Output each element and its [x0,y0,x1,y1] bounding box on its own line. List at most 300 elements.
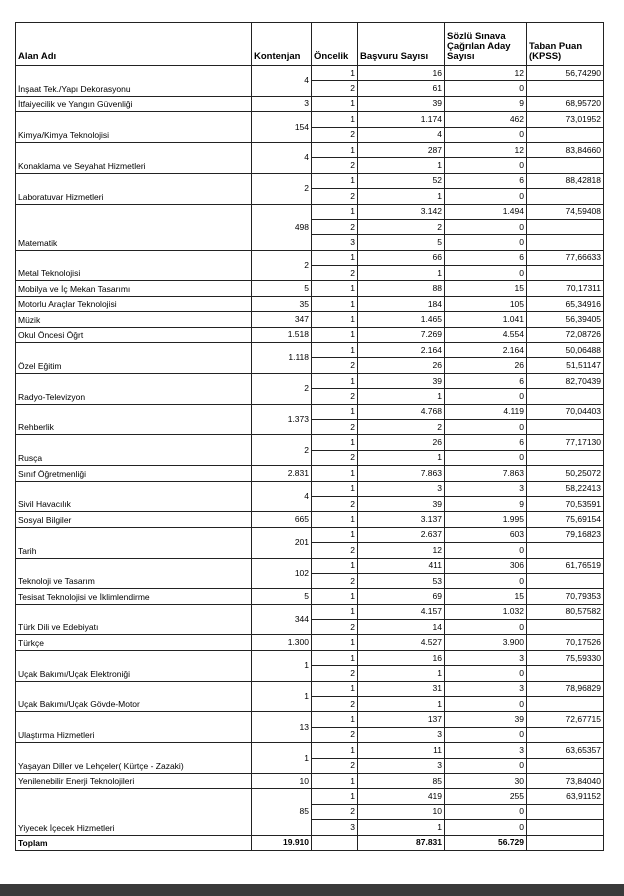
taban-cell: 78,96829 [527,681,604,696]
header-kontenjan: Kontenjan [252,23,312,66]
oncelik-cell: 1 [312,466,358,481]
total-oncelik [312,835,358,850]
basvuru-cell: 4.768 [358,404,445,419]
alan-name-cell: Matematik [16,204,252,250]
taban-cell: 56,39405 [527,312,604,327]
taban-cell: 88,42818 [527,173,604,188]
kontenjan-cell: 1 [252,681,312,712]
table-row [16,281,604,296]
table-row [16,635,604,650]
alan-name-cell: Yaşayan Diller ve Lehçeler( Kürtçe - Zazaki) [16,743,252,774]
oncelik-cell: 3 [312,820,358,835]
basvuru-cell: 4.527 [358,635,445,650]
basvuru-cell: 4.157 [358,604,445,619]
basvuru-cell: 39 [358,373,445,388]
taban-cell [527,804,604,819]
taban-cell: 70,79353 [527,589,604,604]
table-row [16,112,604,127]
table-row [16,481,604,496]
basvuru-cell: 3 [358,481,445,496]
alan-name-cell: Sosyal Bilgiler [16,512,252,527]
sozlu-cell: 6 [445,435,527,450]
sozlu-cell: 26 [445,358,527,373]
basvuru-cell: 4 [358,127,445,142]
table-row [16,173,604,188]
kontenjan-cell: 35 [252,296,312,311]
oncelik-cell: 2 [312,81,358,96]
taban-cell: 74,59408 [527,204,604,219]
total-basvuru: 87.831 [358,835,445,850]
basvuru-cell: 1 [358,389,445,404]
total-row [16,835,604,850]
basvuru-cell: 1 [358,189,445,204]
kontenjan-cell: 665 [252,512,312,527]
alan-name-cell: Sivil Havacılık [16,481,252,512]
basvuru-cell: 1 [358,450,445,465]
basvuru-cell: 3.137 [358,512,445,527]
basvuru-cell: 53 [358,573,445,588]
table-row [16,204,604,219]
oncelik-cell: 2 [312,219,358,234]
oncelik-cell: 2 [312,727,358,742]
taban-cell: 82,70439 [527,373,604,388]
alan-name-cell: Laboratuvar Hizmetleri [16,173,252,204]
oncelik-cell: 1 [312,604,358,619]
basvuru-cell: 11 [358,743,445,758]
total-taban [527,835,604,850]
taban-cell [527,235,604,250]
basvuru-cell: 3.142 [358,204,445,219]
sozlu-cell: 0 [445,81,527,96]
header-alan: Alan Adı [16,23,252,66]
sozlu-cell: 9 [445,96,527,111]
taban-cell: 72,08726 [527,327,604,342]
taban-cell [527,543,604,558]
sozlu-cell: 30 [445,773,527,788]
oncelik-cell: 2 [312,697,358,712]
alan-name-cell: Uçak Bakımı/Uçak Elektroniği [16,650,252,681]
kontenjan-cell: 4 [252,481,312,512]
kontenjan-cell: 1.300 [252,635,312,650]
table-row [16,712,604,727]
sozlu-cell: 2.164 [445,343,527,358]
oncelik-cell: 1 [312,435,358,450]
table-body [16,66,604,836]
alan-name-cell: Türkçe [16,635,252,650]
taban-cell: 79,16823 [527,527,604,542]
taban-cell [527,573,604,588]
basvuru-cell: 12 [358,543,445,558]
sozlu-cell: 0 [445,620,527,635]
basvuru-cell: 61 [358,81,445,96]
taban-cell [527,666,604,681]
sozlu-cell: 3 [445,743,527,758]
oncelik-cell: 2 [312,620,358,635]
taban-cell [527,266,604,281]
taban-cell: 51,51147 [527,358,604,373]
sozlu-cell: 0 [445,697,527,712]
sozlu-cell: 0 [445,219,527,234]
basvuru-cell: 88 [358,281,445,296]
table-row [16,604,604,619]
table-row [16,681,604,696]
basvuru-cell: 1 [358,697,445,712]
taban-cell: 80,57582 [527,604,604,619]
basvuru-cell: 419 [358,789,445,804]
kontenjan-cell: 201 [252,527,312,558]
sozlu-cell: 1.995 [445,512,527,527]
taban-cell: 50,06488 [527,343,604,358]
basvuru-cell: 26 [358,358,445,373]
basvuru-cell: 31 [358,681,445,696]
oncelik-cell: 1 [312,343,358,358]
sozlu-cell: 6 [445,173,527,188]
taban-cell [527,820,604,835]
sozlu-cell: 12 [445,142,527,157]
kontenjan-cell: 85 [252,789,312,835]
oncelik-cell: 1 [312,250,358,265]
oncelik-cell: 1 [312,296,358,311]
oncelik-cell: 1 [312,66,358,81]
table-row [16,466,604,481]
header-sozlu: Sözlü Sınava Çağrılan Aday Sayısı [445,23,527,66]
kontenjan-cell: 102 [252,558,312,589]
oncelik-cell: 1 [312,558,358,573]
taban-cell [527,419,604,434]
oncelik-cell: 1 [312,373,358,388]
kontenjan-cell: 2 [252,250,312,281]
taban-cell: 77,17130 [527,435,604,450]
sozlu-cell: 1.494 [445,204,527,219]
table-row [16,650,604,665]
taban-cell [527,127,604,142]
basvuru-cell: 5 [358,235,445,250]
taban-cell [527,389,604,404]
sozlu-cell: 603 [445,527,527,542]
kontenjan-cell: 1.373 [252,404,312,435]
oncelik-cell: 2 [312,127,358,142]
basvuru-cell: 137 [358,712,445,727]
sozlu-cell: 255 [445,789,527,804]
basvuru-cell: 52 [358,173,445,188]
kontenjan-cell: 2 [252,435,312,466]
taban-cell [527,189,604,204]
sozlu-cell: 462 [445,112,527,127]
basvuru-cell: 1 [358,158,445,173]
basvuru-cell: 7.269 [358,327,445,342]
table-row [16,435,604,450]
sozlu-cell: 0 [445,666,527,681]
basvuru-cell: 1.465 [358,312,445,327]
taban-cell [527,727,604,742]
table-row [16,512,604,527]
oncelik-cell: 1 [312,512,358,527]
taban-cell [527,450,604,465]
sozlu-cell: 39 [445,712,527,727]
kontenjan-cell: 1.118 [252,343,312,374]
kontenjan-cell: 2 [252,373,312,404]
sozlu-cell: 0 [445,727,527,742]
kontenjan-cell: 154 [252,112,312,143]
alan-name-cell: Türk Dili ve Edebiyatı [16,604,252,635]
basvuru-cell: 14 [358,620,445,635]
oncelik-cell: 1 [312,312,358,327]
sozlu-cell: 4.119 [445,404,527,419]
kontenjan-cell: 1.518 [252,327,312,342]
alan-name-cell: Teknoloji ve Tasarım [16,558,252,589]
kontenjan-cell: 2.831 [252,466,312,481]
table-row [16,373,604,388]
taban-cell [527,219,604,234]
alan-name-cell: Okul Öncesi Öğrt [16,327,252,342]
oncelik-cell: 1 [312,173,358,188]
table-row [16,589,604,604]
sozlu-cell: 0 [445,804,527,819]
table-row [16,773,604,788]
alan-name-cell: Kimya/Kimya Teknolojisi [16,112,252,143]
oncelik-cell: 2 [312,758,358,773]
sozlu-cell: 0 [445,189,527,204]
taban-cell: 70,17526 [527,635,604,650]
basvuru-cell: 2.164 [358,343,445,358]
basvuru-cell: 39 [358,496,445,511]
basvuru-cell: 2 [358,219,445,234]
sozlu-cell: 0 [445,127,527,142]
basvuru-cell: 69 [358,589,445,604]
basvuru-cell: 3 [358,758,445,773]
sozlu-cell: 15 [445,589,527,604]
taban-cell: 75,59330 [527,650,604,665]
taban-cell: 65,34916 [527,296,604,311]
taban-cell [527,697,604,712]
alan-name-cell: Rusça [16,435,252,466]
kontenjan-cell: 498 [252,204,312,250]
sozlu-cell: 105 [445,296,527,311]
oncelik-cell: 1 [312,204,358,219]
sozlu-cell: 0 [445,235,527,250]
oncelik-cell: 2 [312,450,358,465]
taban-cell: 73,84040 [527,773,604,788]
oncelik-cell: 1 [312,773,358,788]
table-row [16,404,604,419]
sozlu-cell: 4.554 [445,327,527,342]
alan-name-cell: Yenilenebilir Enerji Teknolojileri [16,773,252,788]
taban-cell: 70,53591 [527,496,604,511]
taban-cell: 63,91152 [527,789,604,804]
table-row [16,527,604,542]
sozlu-cell: 3 [445,650,527,665]
oncelik-cell: 2 [312,543,358,558]
sozlu-cell: 0 [445,450,527,465]
sozlu-cell: 6 [445,373,527,388]
sozlu-cell: 306 [445,558,527,573]
header-taban: Taban Puan (KPSS) [527,23,604,66]
taban-cell: 58,22413 [527,481,604,496]
sozlu-cell: 12 [445,66,527,81]
oncelik-cell: 3 [312,235,358,250]
basvuru-cell: 1 [358,666,445,681]
taban-cell: 50,25072 [527,466,604,481]
basvuru-cell: 10 [358,804,445,819]
total-label: Toplam [16,835,252,850]
basvuru-cell: 1.174 [358,112,445,127]
taban-cell [527,158,604,173]
table-row [16,789,604,804]
alan-name-cell: Uçak Bakımı/Uçak Gövde-Motor [16,681,252,712]
table-row [16,96,604,111]
oncelik-cell: 1 [312,112,358,127]
basvuru-cell: 85 [358,773,445,788]
sozlu-cell: 15 [445,281,527,296]
basvuru-cell: 1 [358,266,445,281]
oncelik-cell: 1 [312,281,358,296]
sozlu-cell: 0 [445,158,527,173]
oncelik-cell: 1 [312,789,358,804]
taban-cell: 83,84660 [527,142,604,157]
alan-name-cell: Yiyecek İçecek Hizmetleri [16,789,252,835]
alan-name-cell: Radyo-Televizyon [16,373,252,404]
total-kontenjan: 19.910 [252,835,312,850]
basvuru-cell: 184 [358,296,445,311]
kontenjan-cell: 13 [252,712,312,743]
kontenjan-cell: 5 [252,589,312,604]
alan-name-cell: İtfaiyecilik ve Yangın Güvenliği [16,96,252,111]
kontenjan-cell: 344 [252,604,312,635]
taban-cell: 61,76519 [527,558,604,573]
oncelik-cell: 1 [312,327,358,342]
taban-cell [527,620,604,635]
alan-name-cell: Tarih [16,527,252,558]
basvuru-cell: 2 [358,419,445,434]
sozlu-cell: 9 [445,496,527,511]
oncelik-cell: 1 [312,142,358,157]
taban-cell [527,758,604,773]
alan-name-cell: Metal Teknolojisi [16,250,252,281]
kontenjan-cell: 3 [252,96,312,111]
table-row [16,327,604,342]
oncelik-cell: 2 [312,573,358,588]
basvuru-cell: 16 [358,66,445,81]
header-basvuru: Başvuru Sayısı [358,23,445,66]
quota-table [15,22,604,851]
table-row [16,66,604,81]
oncelik-cell: 2 [312,419,358,434]
oncelik-cell: 1 [312,635,358,650]
oncelik-cell: 1 [312,404,358,419]
oncelik-cell: 1 [312,589,358,604]
sozlu-cell: 0 [445,266,527,281]
sozlu-cell: 3 [445,481,527,496]
taban-cell: 63,65357 [527,743,604,758]
viewer-bottom-bar [0,884,624,896]
taban-cell: 73,01952 [527,112,604,127]
basvuru-cell: 2.637 [358,527,445,542]
taban-cell: 56,74290 [527,66,604,81]
alan-name-cell: Motorlu Araçlar Teknolojisi [16,296,252,311]
oncelik-cell: 2 [312,189,358,204]
alan-name-cell: İnşaat Tek./Yapı Dekorasyonu [16,66,252,97]
oncelik-cell: 1 [312,650,358,665]
oncelik-cell: 1 [312,96,358,111]
alan-name-cell: Sınıf Öğretmenliği [16,466,252,481]
oncelik-cell: 1 [312,681,358,696]
kontenjan-cell: 4 [252,66,312,97]
kontenjan-cell: 10 [252,773,312,788]
table-row [16,743,604,758]
sozlu-cell: 0 [445,543,527,558]
basvuru-cell: 411 [358,558,445,573]
header-row [16,23,604,66]
basvuru-cell: 66 [358,250,445,265]
alan-name-cell: Tesisat Teknolojisi ve İklimlendirme [16,589,252,604]
alan-name-cell: Mobilya ve İç Mekan Tasarımı [16,281,252,296]
total-sozlu: 56.729 [445,835,527,850]
oncelik-cell: 2 [312,389,358,404]
sozlu-cell: 0 [445,820,527,835]
taban-cell: 72,67715 [527,712,604,727]
oncelik-cell: 2 [312,266,358,281]
taban-cell: 75,69154 [527,512,604,527]
table-row [16,558,604,573]
oncelik-cell: 1 [312,712,358,727]
basvuru-cell: 16 [358,650,445,665]
kontenjan-cell: 2 [252,173,312,204]
kontenjan-cell: 347 [252,312,312,327]
oncelik-cell: 1 [312,743,358,758]
kontenjan-cell: 1 [252,743,312,774]
alan-name-cell: Özel Eğitim [16,343,252,374]
sozlu-cell: 0 [445,758,527,773]
sozlu-cell: 1.032 [445,604,527,619]
alan-name-cell: Rehberlik [16,404,252,435]
alan-name-cell: Konaklama ve Seyahat Hizmetleri [16,142,252,173]
oncelik-cell: 2 [312,158,358,173]
oncelik-cell: 2 [312,358,358,373]
basvuru-cell: 287 [358,142,445,157]
table-row [16,142,604,157]
basvuru-cell: 39 [358,96,445,111]
basvuru-cell: 26 [358,435,445,450]
sozlu-cell: 3 [445,681,527,696]
oncelik-cell: 1 [312,527,358,542]
sozlu-cell: 3.900 [445,635,527,650]
alan-name-cell: Müzik [16,312,252,327]
taban-cell: 68,95720 [527,96,604,111]
basvuru-cell: 7.863 [358,466,445,481]
taban-cell: 77,66633 [527,250,604,265]
kontenjan-cell: 1 [252,650,312,681]
sozlu-cell: 0 [445,419,527,434]
taban-cell: 70,17311 [527,281,604,296]
oncelik-cell: 2 [312,804,358,819]
sozlu-cell: 6 [445,250,527,265]
kontenjan-cell: 4 [252,142,312,173]
taban-cell [527,81,604,96]
sozlu-cell: 0 [445,573,527,588]
basvuru-cell: 1 [358,820,445,835]
oncelik-cell: 2 [312,496,358,511]
table-row [16,343,604,358]
sozlu-cell: 1.041 [445,312,527,327]
sozlu-cell: 0 [445,389,527,404]
kontenjan-cell: 5 [252,281,312,296]
header-oncelik: Öncelik [312,23,358,66]
table-row [16,250,604,265]
alan-name-cell: Ulaştırma Hizmetleri [16,712,252,743]
oncelik-cell: 2 [312,666,358,681]
table-row [16,312,604,327]
basvuru-cell: 3 [358,727,445,742]
